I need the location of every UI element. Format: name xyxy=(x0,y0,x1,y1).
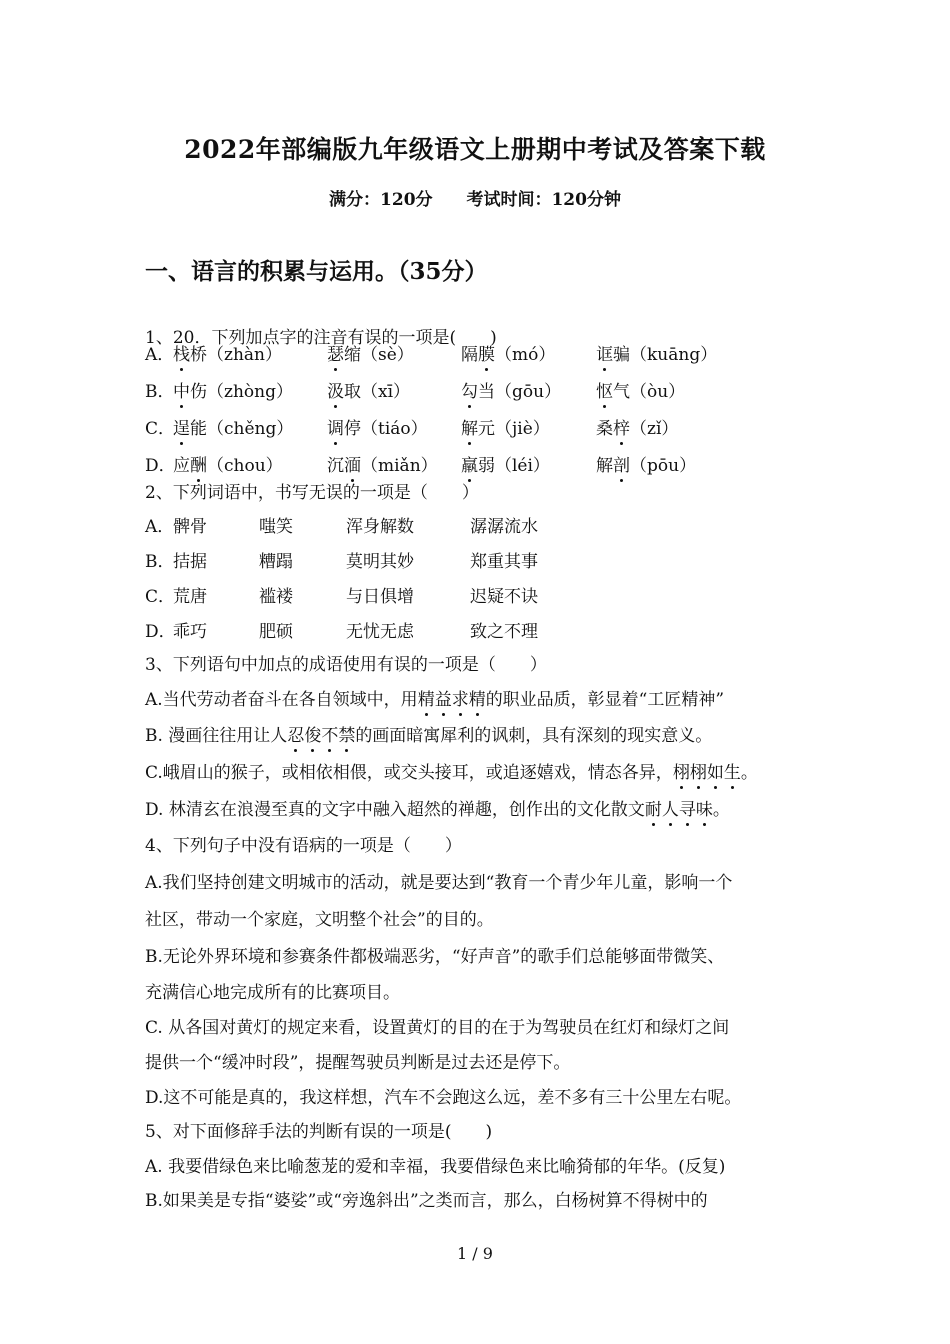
emphasis-char: 汲 xyxy=(327,377,344,402)
emphasis-char: 耐 xyxy=(645,795,662,820)
q1-option-item: 隔膜（mó） xyxy=(461,340,555,365)
q1-option-item: 勾当（gōu） xyxy=(461,377,561,402)
q1-option-item: 应酬（chou） xyxy=(173,451,283,476)
q1-option-label: B． xyxy=(145,382,175,402)
emphasis-char: 栩 xyxy=(673,758,690,783)
emphasis-char: 调 xyxy=(327,414,344,439)
q3-a-tail: 的职业品质，彰显着“工匠精神” xyxy=(485,690,725,710)
q3-b-dotted xyxy=(287,726,355,746)
section-heading: 一、语言的积累与运用。（35分） xyxy=(145,258,488,285)
q3-c-dotted xyxy=(673,763,741,783)
q3-b-tail: 的画面暗寓犀利的讽刺，具有深刻的现实意义。 xyxy=(355,726,713,746)
q2-option-word: 迟疑不诀 xyxy=(470,587,538,607)
emphasis-char: 羸 xyxy=(461,451,478,476)
emphasis-char: 寻 xyxy=(679,795,696,820)
q1-option-item: 怄气（òu） xyxy=(596,377,685,402)
q2-option-word: 乖巧 xyxy=(173,622,207,642)
emphasis-char: 解 xyxy=(461,414,478,439)
emphasis-char: 栈 xyxy=(173,340,190,365)
q4-line: B.无论外界环境和参赛条件都极端恶劣，“好声音”的歌手们总能够面带微笑、 xyxy=(145,947,725,967)
emphasis-char: 俊 xyxy=(304,721,321,746)
q3-option-a xyxy=(145,685,724,710)
emphasis-char: 益 xyxy=(435,685,452,710)
q1-option-item: 桑梓（zǐ） xyxy=(596,414,678,439)
q3-option-c xyxy=(145,758,758,783)
page-number: 1 / 9 xyxy=(457,1244,493,1263)
q2-option-label: A． xyxy=(145,517,175,537)
q3-d-text: D. 林清玄在浪漫至真的文字中融入超然的禅趣，创作出的文化散文 xyxy=(145,800,645,820)
emphasis-char: 不 xyxy=(321,721,338,746)
q4-line: C. 从各国对黄灯的规定来看，设置黄灯的目的在于为驾驶员在红灯和绿灯之间 xyxy=(145,1018,730,1038)
q2-option-word: 髀骨 xyxy=(173,517,207,537)
q1-option-item: 瑟缩（sè） xyxy=(327,340,414,365)
emphasis-char: 忍 xyxy=(287,721,304,746)
q4-line: 社区，带动一个家庭，文明整个社会”的目的。 xyxy=(145,910,494,930)
q3-c-text: C.峨眉山的猴子，或相依相偎，或交头接耳，或追逐嬉戏，情态各异， xyxy=(145,763,673,783)
q2-option-word: 肥硕 xyxy=(259,622,293,642)
q3-c-tail: 。 xyxy=(740,763,758,783)
emphasis-char: 栩 xyxy=(690,758,707,783)
q2-option-word: 与日俱增 xyxy=(346,587,414,607)
emphasis-char: 味 xyxy=(696,795,713,820)
page-title: 2022年部编版九年级语文上册期中考试及答案下载 xyxy=(184,135,766,164)
emphasis-char: 膜 xyxy=(478,340,495,365)
q3-a-text: A.当代劳动者奋斗在各自领域中，用 xyxy=(145,690,418,710)
q2-option-label: B． xyxy=(145,552,175,572)
emphasis-char: 精 xyxy=(469,685,486,710)
q1-option-item: 栈桥（zhàn） xyxy=(173,340,282,365)
emphasis-char: 精 xyxy=(418,685,435,710)
q2-option-word: 荒唐 xyxy=(173,587,207,607)
q2-option-label: D． xyxy=(145,622,176,642)
q2-option-word: 莫明其妙 xyxy=(346,552,414,572)
q1-option-item: 诓骗（kuāng） xyxy=(596,340,717,365)
q3-stem: 3、下列语句中加点的成语使用有误的一项是（ ） xyxy=(145,655,547,675)
q2-option-word: 嗤笑 xyxy=(259,517,293,537)
q3-b-text: B. 漫画往往用让人 xyxy=(145,726,288,746)
q3-a-dotted xyxy=(418,690,486,710)
q1-option-item: 汲取（xī） xyxy=(327,377,410,402)
q2-option-word: 郑重其事 xyxy=(470,552,538,572)
q3-d-tail: 。 xyxy=(712,800,730,820)
q4-stem: 4、下列句子中没有语病的一项是（ ） xyxy=(145,836,462,856)
q2-option-word: 拮据 xyxy=(173,552,207,572)
emphasis-char: 梓 xyxy=(613,414,630,439)
q5-stem: 5、对下面修辞手法的判断有误的一项是( ) xyxy=(145,1122,493,1142)
emphasis-char: 求 xyxy=(452,685,469,710)
q2-stem: 2、下列词语中，书写无误的一项是（ ） xyxy=(145,483,479,503)
q1-option-item: 沉湎（miǎn） xyxy=(327,451,438,476)
q1-option-item: 解元（jiè） xyxy=(461,414,550,439)
q3-d-dotted xyxy=(645,800,713,820)
exam-time: 考试时间：120分钟 xyxy=(466,190,621,210)
full-score: 满分：120分 xyxy=(329,190,433,210)
q1-option-label: C． xyxy=(145,419,176,439)
emphasis-char: 逞 xyxy=(173,414,190,439)
emphasis-char: 生 xyxy=(724,758,741,783)
q2-option-word: 无忧无虑 xyxy=(346,622,414,642)
q1-option-item: 逞能（chěng） xyxy=(173,414,293,439)
q4-line: A.我们坚持创建文明城市的活动，就是要达到“教育一个青少年儿童，影响一个 xyxy=(145,873,733,893)
q2-option-word: 糟蹋 xyxy=(259,552,293,572)
q1-option-label: D． xyxy=(145,456,176,476)
q4-line: 提供一个“缓冲时段”，提醒驾驶员判断是过去还是停下。 xyxy=(145,1053,571,1073)
q2-option-word: 浑身解数 xyxy=(346,517,414,537)
emphasis-char: 人 xyxy=(662,795,679,820)
q2-option-word: 褴褛 xyxy=(259,587,293,607)
q4-line: D.这不可能是真的，我这样想，汽车不会跑这么远，差不多有三十公里左右呢。 xyxy=(145,1088,742,1108)
emphasis-char: 湎 xyxy=(344,451,361,476)
q1-stem: 1、20．下列加点字的注音有误的一项是( ) xyxy=(145,328,497,348)
q2-option-label: C． xyxy=(145,587,176,607)
q4-line: 充满信心地完成所有的比赛项目。 xyxy=(145,983,400,1003)
emphasis-char: 诓 xyxy=(596,340,613,365)
q3-option-d xyxy=(145,795,730,820)
q3-option-b xyxy=(145,721,712,746)
emphasis-char: 如 xyxy=(707,758,724,783)
emphasis-char: 瑟 xyxy=(327,340,344,365)
q5-line: A. 我要借绿色来比喻葱茏的爱和幸福，我要借绿色来比喻猗郁的年华。(反复) xyxy=(145,1157,726,1177)
emphasis-char: 剖 xyxy=(613,451,630,476)
emphasis-char: 勾 xyxy=(461,377,478,402)
q1-option-item: 调停（tiáo） xyxy=(327,414,428,439)
emphasis-char: 酬 xyxy=(190,451,207,476)
q1-option-item: 解剖（pōu） xyxy=(596,451,696,476)
q1-option-label: A． xyxy=(145,345,175,365)
emphasis-char: 中 xyxy=(173,377,190,402)
emphasis-char: 禁 xyxy=(338,721,355,746)
q1-option-item: 中伤（zhòng） xyxy=(173,377,293,402)
exam-info xyxy=(0,185,950,210)
q5-line: B.如果美是专指“婆娑”或“旁逸斜出”之类而言，那么，白杨树算不得树中的 xyxy=(145,1191,708,1211)
emphasis-char: 怄 xyxy=(596,377,613,402)
q2-option-word: 潺潺流水 xyxy=(470,517,538,537)
q1-option-item: 羸弱（léi） xyxy=(461,451,550,476)
q2-option-word: 致之不理 xyxy=(470,622,538,642)
